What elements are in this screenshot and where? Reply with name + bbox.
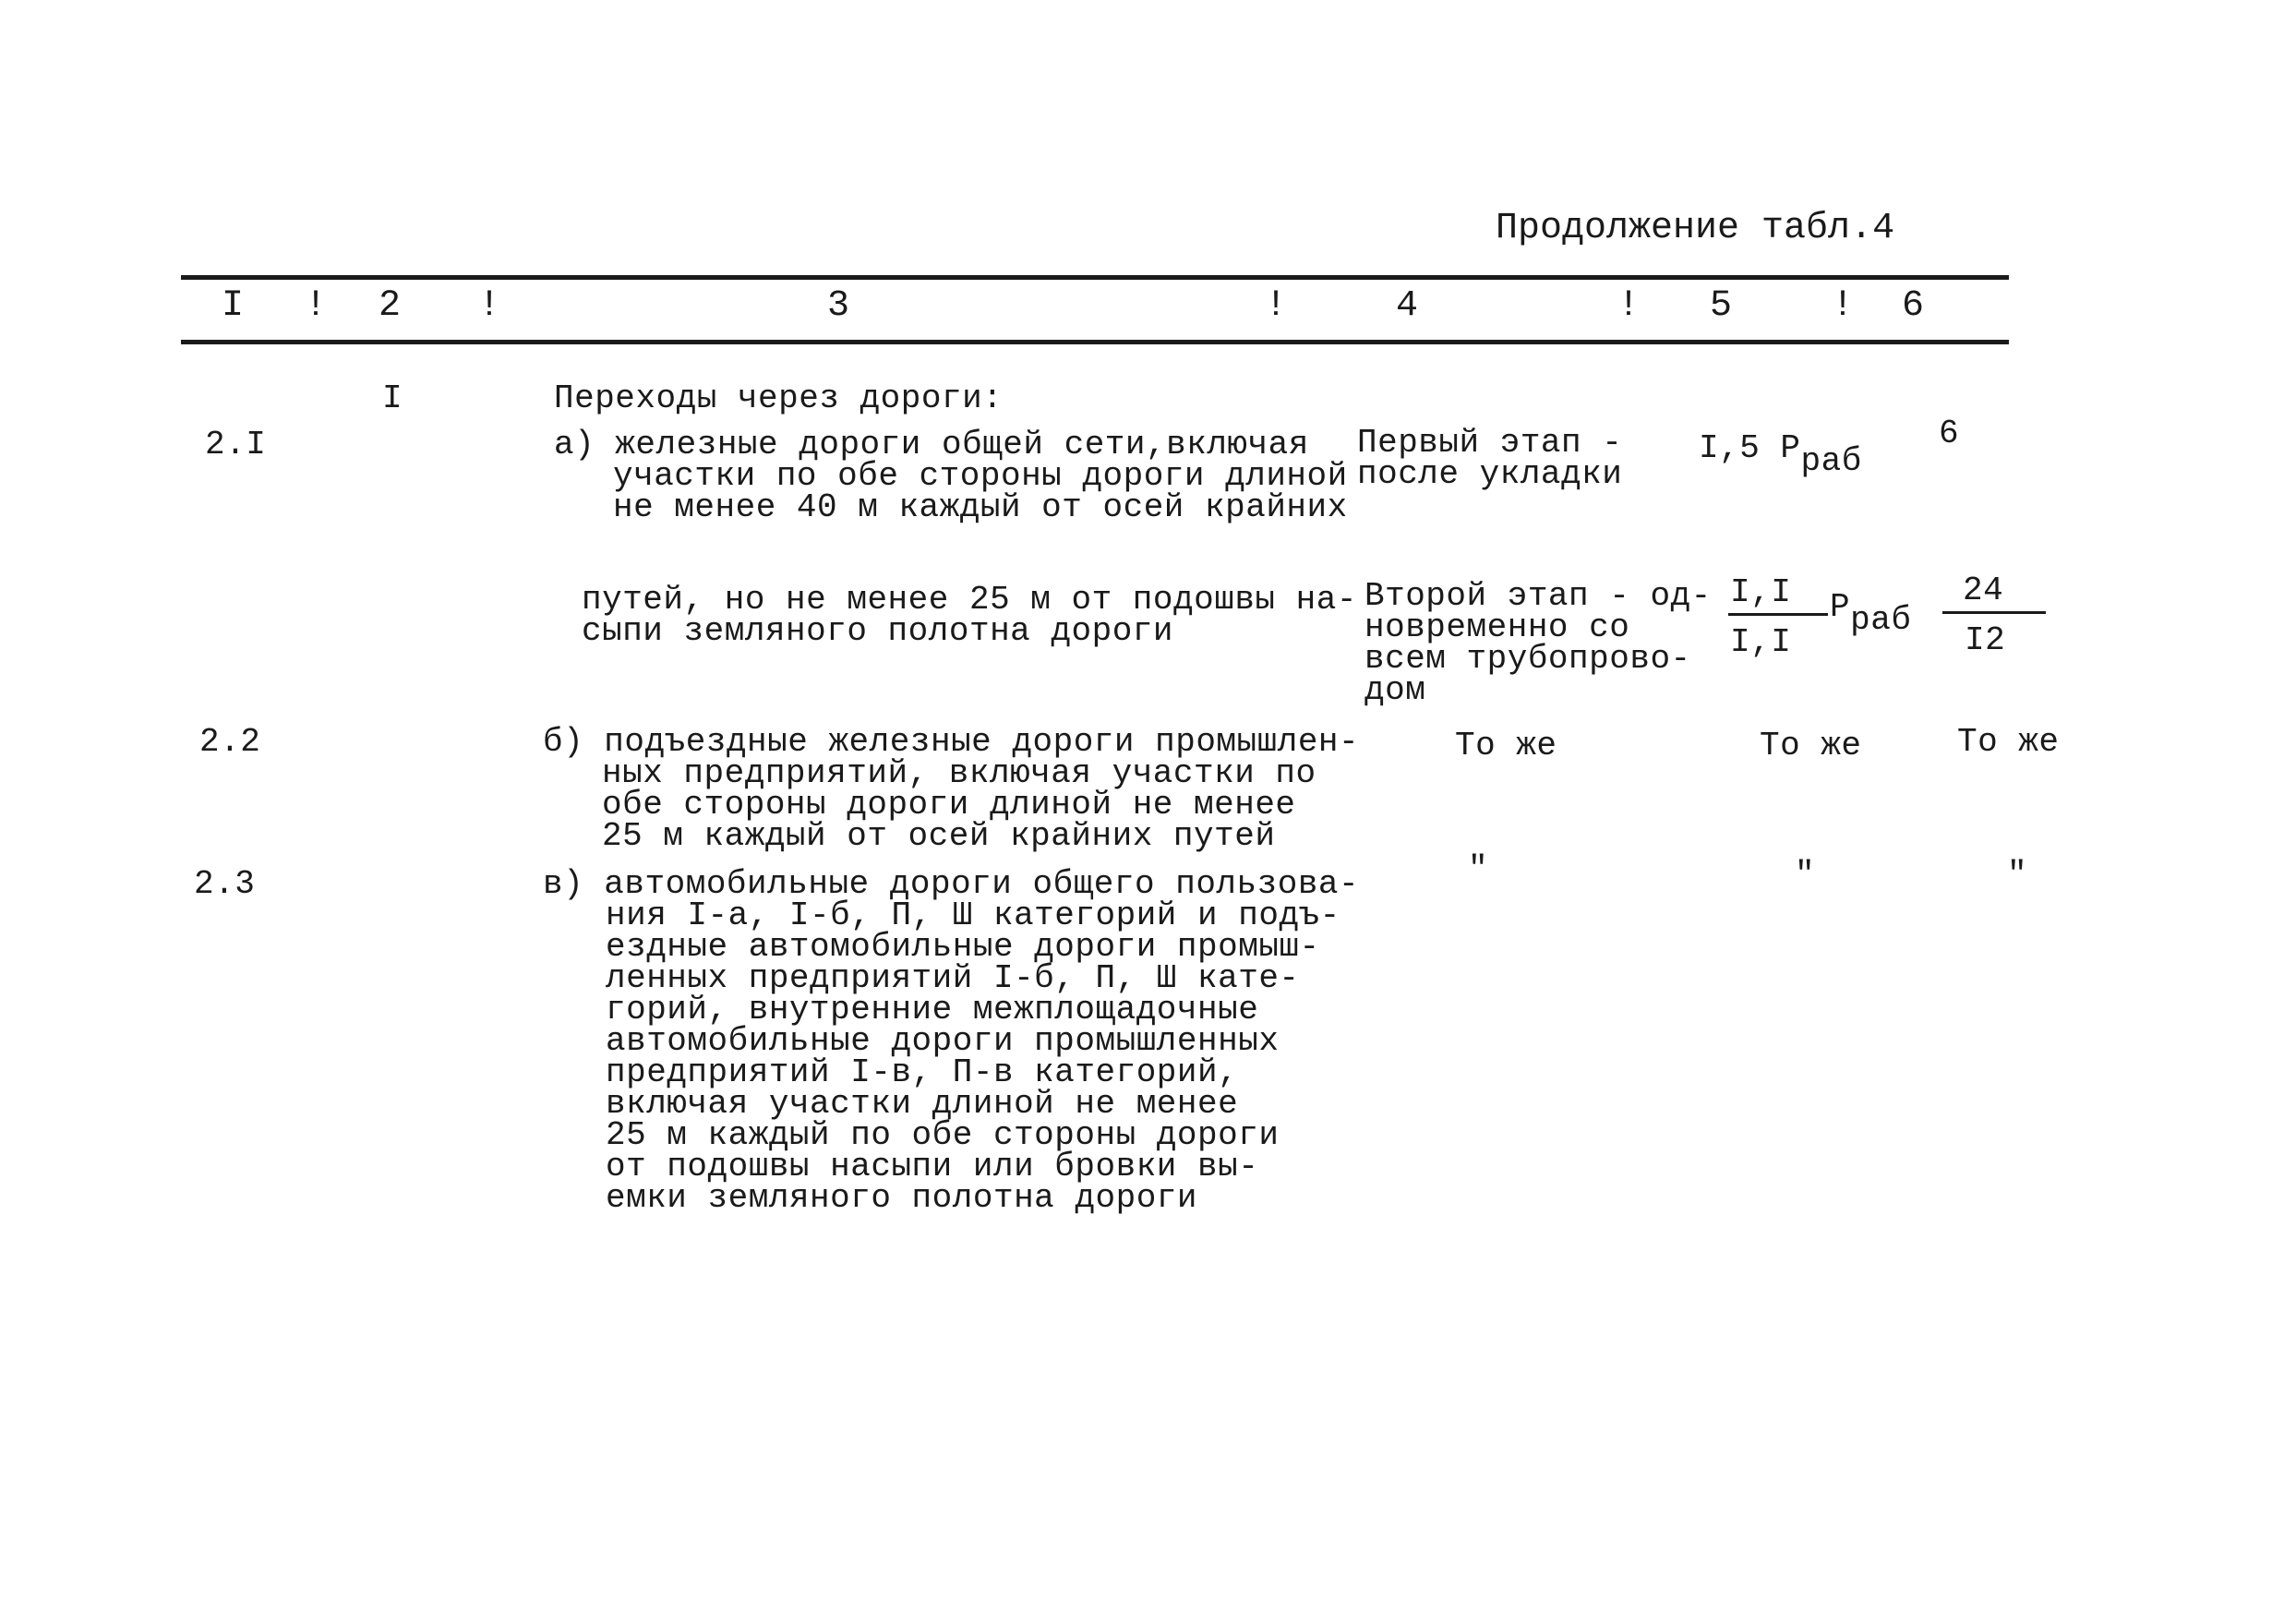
fraction-bar [1942, 611, 2046, 614]
stage-text-line: всем трубопрово- [1364, 640, 1691, 678]
row-description-line: ленных предприятий I-б, П, Ш кате- [606, 959, 1300, 997]
row-description-line: обе стороны дороги длиной не менее [602, 786, 1296, 824]
col-header-4: 4 [1396, 285, 1419, 327]
same-as-above: То же [1760, 727, 1862, 764]
ditto-mark: " [2007, 856, 2028, 894]
col-separator: ! [1832, 285, 1855, 327]
row-number: 2.2 [199, 723, 261, 761]
row-description-line: включая участки длиной не менее [606, 1085, 1239, 1123]
row-description-line: 25 м каждый по обе стороны дороги [606, 1116, 1280, 1154]
col-header-1: I [222, 285, 245, 327]
pressure-letter: P [1830, 588, 1851, 626]
row-description-line: 25 м каждый от осей крайних путей [602, 817, 1276, 855]
row-description-line: в) автомобильные дороги общего пользова- [543, 865, 1360, 903]
row-description-line: горий, внутренние межплощадочные [606, 991, 1259, 1029]
pressure-symbol [1830, 588, 1912, 639]
stage-text-line: Второй этап - од- [1364, 577, 1712, 615]
header-bottom-rule [181, 340, 2009, 344]
row-number: 2.3 [194, 865, 256, 903]
row-description-line: ездные автомобильные дороги промыш- [606, 928, 1320, 966]
group-col2-value: I [382, 379, 403, 417]
table-caption: Продолжение табл.4 [1496, 208, 1895, 249]
row-description-line: ных предприятий, включая участки по [602, 754, 1316, 792]
row-description-line: емки земляного полотна дороги [606, 1179, 1198, 1217]
row-description-line: ния I-а, I-б, П, Ш категорий и подъ- [606, 896, 1340, 934]
col-header-6: 6 [1902, 285, 1925, 327]
same-as-above: То же [1957, 723, 2060, 761]
fraction-numerator: I,I [1730, 573, 1792, 611]
group-title: Переходы через дороги: [554, 379, 1004, 417]
fraction-denominator: I,I [1730, 623, 1792, 661]
row-description-line: не менее 40 м каждый от осей крайних [613, 488, 1348, 526]
pressure-subscript: раб [1850, 601, 1912, 639]
pressure-subscript: раб [1800, 442, 1862, 480]
stage-text-line: дом [1364, 671, 1426, 709]
header-top-rule [181, 275, 2009, 280]
col-header-5: 5 [1710, 285, 1733, 327]
row-description-line: путей, но не менее 25 м от подошвы на- [582, 581, 1357, 619]
row-description-line: а) железные дороги общей сети,включая [554, 426, 1309, 463]
col-header-2: 2 [379, 285, 402, 327]
fraction-bar [1728, 613, 1828, 616]
row-description-line: б) подъездные железные дороги промышлен- [543, 723, 1360, 761]
stage-text-line: Первый этап - [1357, 424, 1623, 462]
pressure-coefficient: I,5 P [1699, 429, 1801, 467]
col-separator: ! [1617, 285, 1641, 327]
ditto-mark: " [1795, 856, 1816, 894]
col-separator: ! [1265, 285, 1288, 327]
row-description-line: сыпи земляного полотна дороги [582, 612, 1174, 650]
same-as-above: То же [1455, 727, 1557, 764]
row-description-line: от подошвы насыпи или бровки вы- [606, 1148, 1259, 1185]
col-separator: ! [305, 285, 328, 327]
stage-text-line: после укладки [1357, 455, 1623, 493]
fraction-denominator: I2 [1965, 621, 2006, 659]
row-description-line: автомобильные дороги промышленных [606, 1022, 1280, 1060]
ditto-mark: " [1468, 850, 1489, 888]
test-pressure [1699, 429, 1862, 480]
col-separator: ! [478, 285, 501, 327]
row-number: 2.I [205, 426, 267, 463]
row-description-line: предприятий I-в, П-в категорий, [606, 1053, 1239, 1091]
fraction-numerator: 24 [1963, 571, 2004, 609]
stage-text-line: новременно со [1364, 608, 1630, 646]
duration-value: 6 [1939, 415, 1960, 452]
col-header-3: 3 [827, 285, 850, 327]
row-description-line: участки по обе стороны дороги длиной [613, 457, 1348, 495]
